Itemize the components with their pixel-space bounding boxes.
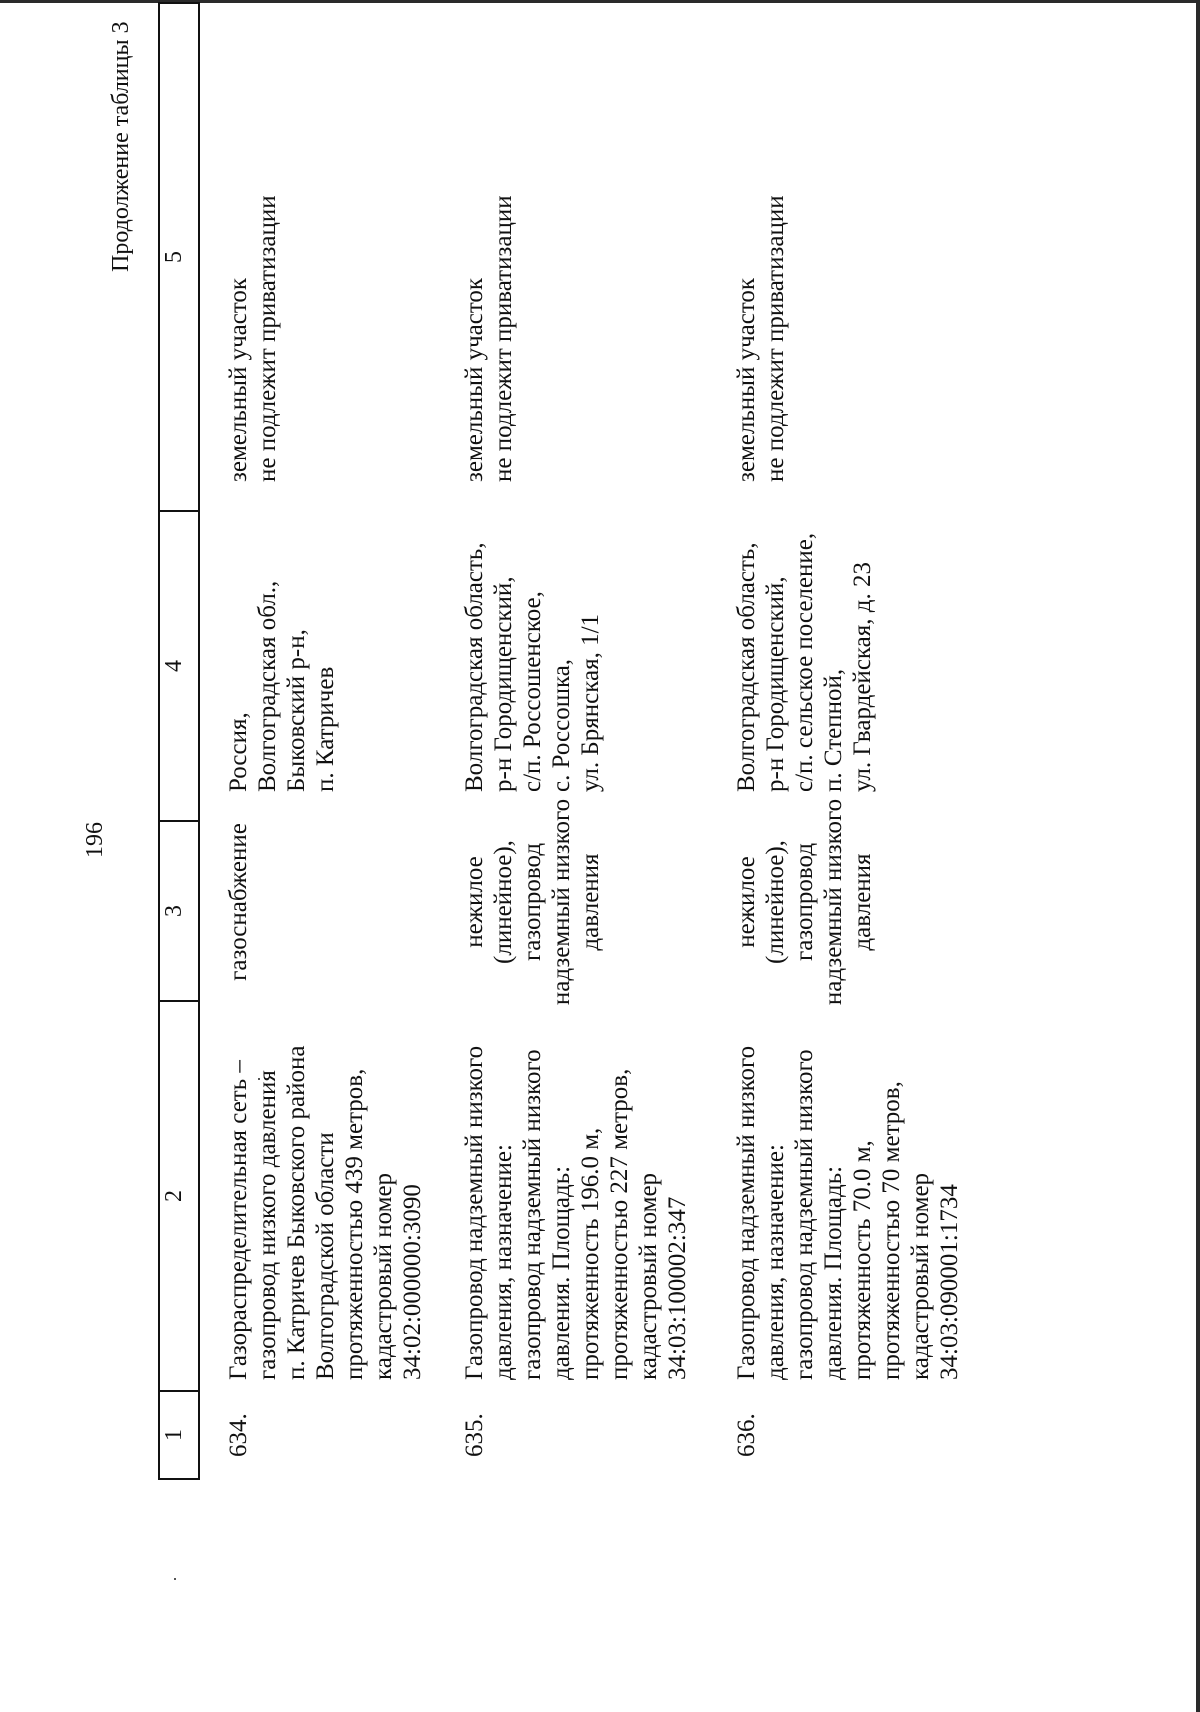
object-address: Россия, Волгоградская обл., Быковский р-н, п. Катричев	[225, 580, 339, 792]
object-note: земельный участок не подлежит приватизации	[225, 195, 281, 482]
object-purpose: нежилое (линейное), газопровод надземный низкого давления	[733, 798, 876, 1006]
column-divider	[158, 1478, 200, 1480]
object-note: земельный участок не подлежит приватизации	[461, 195, 517, 482]
column-number-5: 5	[161, 251, 187, 263]
object-address: Волгоградская область, р-н Городищенский, с/п. сельское поселение, п. Степной, ул. Гвардейская, д. 23	[733, 532, 876, 792]
object-note: земельный участок не подлежит приватизации	[733, 195, 789, 482]
object-name: Газораспределительная сеть – газопровод низкого давления п. Катричев Быковского района Волгоградской области протяженностью 439 метров, кадастровый номер 34:02:000000:3090	[225, 1045, 426, 1380]
object-purpose: газоснабжение	[225, 823, 252, 981]
row-number: 635.	[461, 1413, 488, 1457]
table-header-bottom-rule	[198, 2, 200, 1480]
object-name: Газопровод надземный низкого давления, назначение: газопровод надземный низкого давления. Площадь: протяженность 70.0 м, протяженностью 70 метров, кадастровый номер 34:03:090001:1734	[733, 1045, 963, 1380]
column-number-4: 4	[161, 660, 187, 672]
table-continuation-label: Продолжение таблицы 3	[108, 21, 134, 272]
column-number-2: 2	[161, 1190, 187, 1202]
page-number: 196	[82, 822, 108, 858]
object-address: Волгоградская область, р-н Городищенский, с/п. Россошенское, с. Россошка, ул. Брянская, 1/1	[461, 542, 604, 792]
object-purpose: нежилое (линейное), газопровод надземный низкого давления	[461, 798, 604, 1006]
row-number: 634.	[225, 1413, 252, 1457]
column-number-3: 3	[161, 905, 187, 917]
row-number: 636.	[733, 1413, 760, 1457]
column-number-1: 1	[161, 1429, 187, 1441]
object-name: Газопровод надземный низкого давления, назначение: газопровод надземный низкого давления. Площадь: протяженность 196.0 м, протяженностью 227 метров, кадастровый номер 34:03:100002:347	[461, 1045, 691, 1380]
